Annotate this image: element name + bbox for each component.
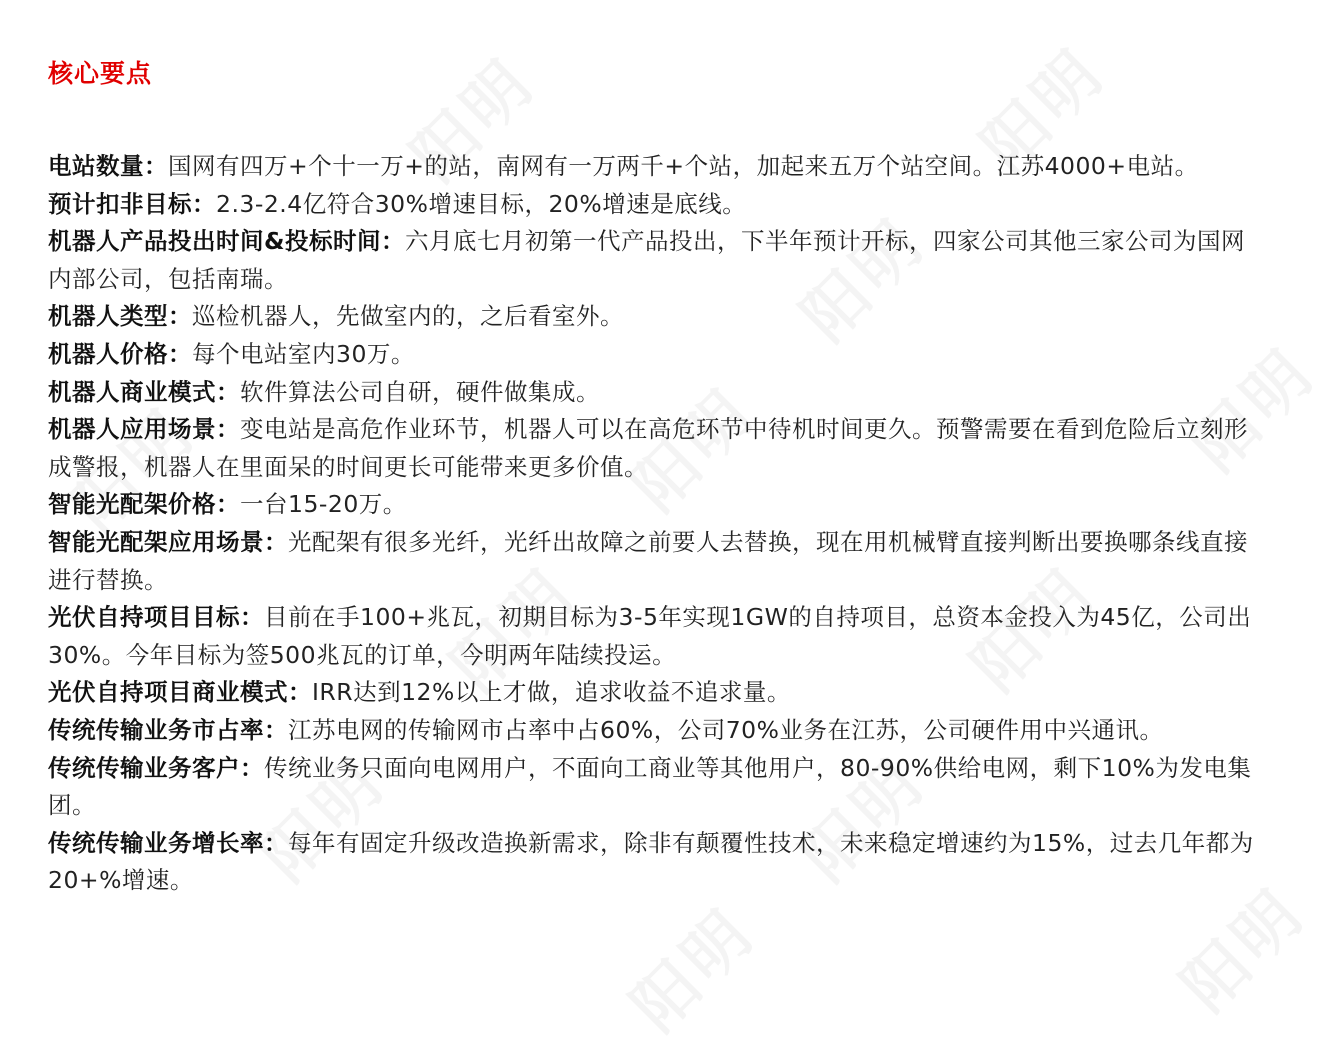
key-point-item — [48, 411, 1260, 486]
key-point-text: 一台15-20万。 — [240, 490, 407, 519]
key-point-label: 传统传输业务市占率： — [48, 715, 288, 744]
key-point-label: 机器人类型： — [48, 302, 192, 331]
key-points-list — [48, 148, 1260, 900]
key-point-item — [48, 336, 1260, 374]
key-point-text: 传统业务只面向电网用户，不面向工商业等其他用户，80-90%供给电网，剩下10%为发电集团。 — [48, 753, 1252, 820]
key-point-text: IRR达到12%以上才做，追求收益不追求量。 — [312, 678, 791, 707]
key-point-item — [48, 750, 1260, 825]
key-point-label: 智能光配架应用场景： — [48, 527, 288, 556]
key-point-label: 机器人产品投出时间&投标时间： — [48, 227, 405, 256]
key-point-text: 每年有固定升级改造换新需求，除非有颠覆性技术，未来稳定增速约为15%，过去几年都为20+%增速。 — [48, 828, 1254, 895]
key-point-label: 机器人商业模式： — [48, 377, 240, 406]
key-point-item — [48, 148, 1260, 186]
key-point-item — [48, 524, 1260, 599]
key-point-label: 智能光配架价格： — [48, 490, 240, 519]
key-point-text: 软件算法公司自研，硬件做集成。 — [240, 377, 600, 406]
key-point-label: 传统传输业务客户： — [48, 753, 264, 782]
key-point-label: 机器人价格： — [48, 339, 192, 368]
key-point-label: 传统传输业务增长率： — [48, 828, 288, 857]
key-point-item — [48, 374, 1260, 412]
key-point-text: 每个电站室内30万。 — [192, 339, 415, 368]
key-point-label: 预计扣非目标： — [48, 189, 216, 218]
key-point-label: 机器人应用场景： — [48, 415, 240, 444]
key-point-item — [48, 674, 1260, 712]
watermark — [608, 884, 772, 1048]
key-point-text: 目前在手100+兆瓦，初期目标为3-5年实现1GW的自持项目，总资本金投入为45亿，公司出30%。今年目标为签500兆瓦的订单，今明两年陆续投运。 — [48, 603, 1252, 669]
key-point-label: 光伏自持项目商业模式： — [48, 678, 312, 707]
key-point-item — [48, 599, 1260, 674]
key-point-label: 电站数量： — [48, 152, 168, 180]
key-point-text: 光配架有很多光纤，光纤出故障之前要人去替换，现在用机械臂直接判断出要换哪条线直接进行替换。 — [48, 527, 1248, 594]
key-point-item — [48, 712, 1260, 750]
key-point-text: 2.3-2.4亿符合30%增速目标，20%增速是底线。 — [216, 189, 747, 218]
key-point-text: 江苏电网的传输网市占率中占60%，公司70%业务在江苏，公司硬件用中兴通讯。 — [288, 715, 1164, 744]
key-point-item — [48, 223, 1260, 298]
key-point-text: 变电站是高危作业环节，机器人可以在高危环节中待机时间更久。预警需要在看到危险后立刻形成警报，机器人在里面呆的时间更长可能带来更多价值。 — [48, 415, 1248, 481]
key-point-text: 六月底七月初第一代产品投出，下半年预计开标，四家公司其他三家公司为国网内部公司，包括南瑞。 — [48, 227, 1245, 293]
section-title: 核心要点 — [48, 59, 153, 88]
key-point-item — [48, 825, 1260, 900]
key-point-item — [48, 486, 1260, 524]
key-point-item — [48, 186, 1260, 224]
key-point-text: 国网有四万+个十一万+的站，南网有一万两千+个站，加起来五万个站空间。江苏4000+电站。 — [168, 152, 1199, 180]
key-point-text: 巡检机器人，先做室内的，之后看室外。 — [192, 302, 624, 331]
key-point-item — [48, 298, 1260, 336]
key-point-label: 光伏自持项目目标： — [48, 603, 264, 632]
